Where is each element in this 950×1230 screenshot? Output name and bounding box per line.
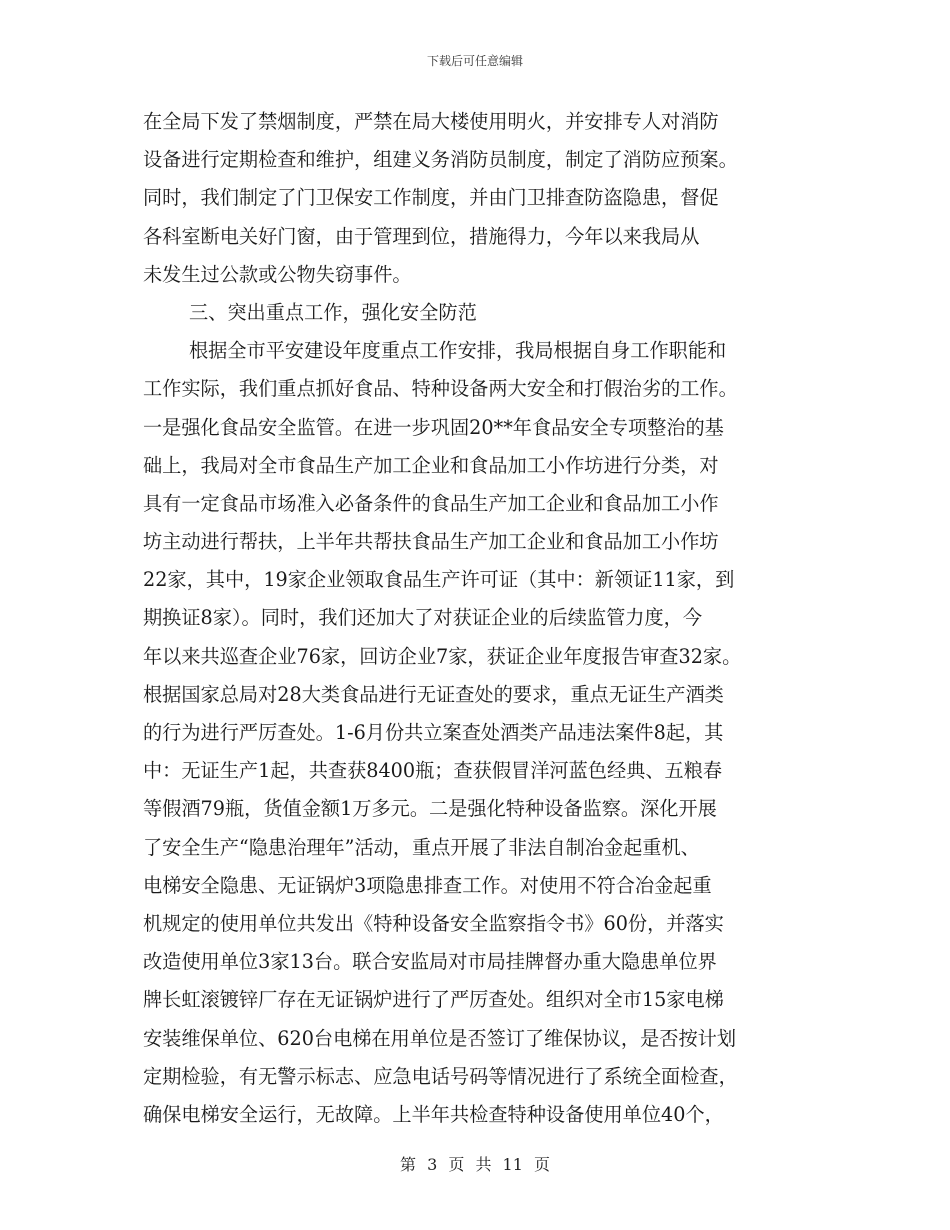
body-line: 改造使用单位3家13台。联合安监局对市局挂牌督办重大隐患单位界 bbox=[143, 950, 717, 974]
body-line: 础上，我局对全市食品生产加工企业和食品加工小作坊进行分类，对 bbox=[143, 453, 719, 477]
page-number-footer: 第 3 页 共 11 页 bbox=[400, 1155, 550, 1174]
body-line: 未发生过公款或公物失窃事件。 bbox=[143, 262, 412, 286]
document-body bbox=[143, 103, 833, 1134]
body-line: 22家，其中，19家企业领取食品生产许可证（其中：新领证11家，到 bbox=[143, 568, 735, 592]
section-heading: 三、突出重点工作，强化安全防范 bbox=[189, 300, 477, 324]
body-line: 安装维保单位、620台电梯在用单位是否签订了维保协议，是否按计划 bbox=[143, 1026, 737, 1050]
body-line: 定期检验，有无警示标志、应急电话号码等情况进行了系统全面检查， bbox=[143, 1064, 738, 1088]
body-line: 根据国家总局对28大类食品进行无证查处的要求，重点无证生产酒类 bbox=[143, 682, 724, 706]
body-line: 了安全生产“隐患治理年”活动，重点开展了非法自制冶金起重机、 bbox=[143, 835, 700, 859]
body-line: 牌长虹滚镀锌厂存在无证锅炉进行了严厉查处。组织对全市15家电梯 bbox=[143, 988, 724, 1012]
body-line: 在全局下发了禁烟制度，严禁在局大楼使用明火，并安排专人对消防 bbox=[143, 110, 719, 133]
body-line: 设备进行定期检查和维护，组建义务消防员制度，制定了消防应预案。 bbox=[143, 148, 738, 172]
body-line: 同时，我们制定了门卫保安工作制度，并由门卫排查防盗隐患，督促 bbox=[143, 186, 719, 210]
body-line: 确保电梯安全运行，无故障。上半年共检查特种设备使用单位40个， bbox=[143, 1102, 724, 1126]
body-line: 期换证8家）。同时，我们还加大了对获证企业的后续监管力度，今 bbox=[143, 606, 703, 630]
page-header-note: 下载后可任意编辑 bbox=[426, 54, 523, 68]
body-line: 机规定的使用单位共发出《特种设备安全监察指令书》60份，并落实 bbox=[143, 911, 724, 935]
body-line: 坊主动进行帮扶，上半年共帮扶食品生产加工企业和食品加工小作坊 bbox=[143, 530, 719, 554]
body-line: 工作实际，我们重点抓好食品、特种设备两大安全和打假治劣的工作。 bbox=[143, 377, 738, 401]
body-line: 的行为进行严厉查处。1-6月份共立案查处酒类产品违法案件8起，其 bbox=[143, 721, 724, 744]
body-line: 年以来共巡查企业76家，回访企业7家，获证企业年度报告审查32家。 bbox=[143, 644, 742, 668]
body-line: 电梯安全隐患、无证锅炉3项隐患排查工作。对使用不符合冶金起重 bbox=[143, 873, 712, 897]
body-line: 各科室断电关好门窗，由于管理到位，措施得力，今年以来我局从 bbox=[143, 224, 700, 248]
body-line: 一是强化食品安全监管。在进一步巩固20**年食品安全专项整治的基 bbox=[143, 415, 724, 439]
body-line: 等假酒79瓶，货值金额1万多元。二是强化特种设备监察。深化开展 bbox=[143, 797, 717, 821]
body-line: 具有一定食品市场准入必备条件的食品生产加工企业和食品加工小作 bbox=[143, 491, 719, 515]
paragraph-start: 根据全市平安建设年度重点工作安排，我局根据自身工作职能和 bbox=[189, 339, 727, 363]
body-line: 中：无证生产1起，共查获8400瓶；查获假冒洋河蓝色经典、五粮春 bbox=[143, 759, 723, 783]
